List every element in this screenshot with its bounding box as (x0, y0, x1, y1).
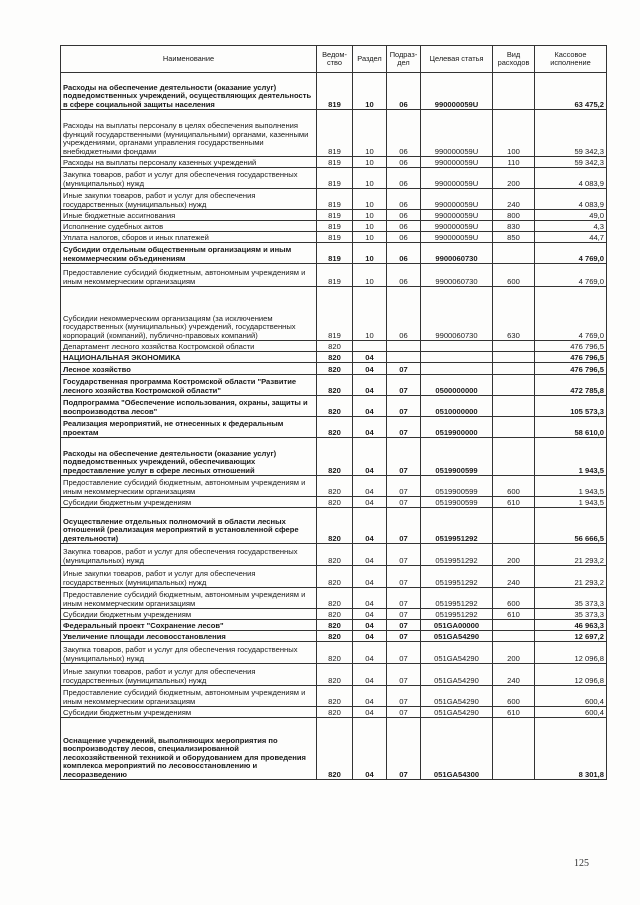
cell-target (421, 341, 493, 352)
cell-exp-type: 830 (493, 221, 535, 232)
cell-dept: 819 (317, 210, 353, 221)
cell-target: 051GA54290 (421, 642, 493, 664)
cell-target: 0519951292 (421, 588, 493, 609)
cell-section (353, 341, 387, 352)
cell-dept: 820 (317, 476, 353, 497)
table-row (61, 642, 607, 664)
cell-section: 04 (353, 588, 387, 609)
table-row (61, 476, 607, 497)
cell-name: НАЦИОНАЛЬНАЯ ЭКОНОМИКА (61, 352, 317, 363)
cell-name: Иные закупки товаров, работ и услуг для обеспечения государственных (муниципальных) нужд (61, 189, 317, 210)
cell-subsection (387, 352, 421, 363)
cell-name: Иные бюджетные ассигнования (61, 210, 317, 221)
cell-subsection: 07 (387, 497, 421, 508)
cell-amount: 476 796,5 (535, 363, 607, 375)
table-row (61, 718, 607, 780)
table-row (61, 375, 607, 396)
cell-section: 10 (353, 189, 387, 210)
cell-exp-type (493, 417, 535, 438)
cell-section: 04 (353, 396, 387, 417)
cell-section: 10 (353, 232, 387, 243)
cell-subsection: 07 (387, 375, 421, 396)
cell-name: Увеличение площади лесовосстановления (61, 631, 317, 642)
cell-amount: 56 666,5 (535, 508, 607, 544)
cell-dept: 820 (317, 718, 353, 780)
cell-subsection: 06 (387, 168, 421, 189)
cell-name: Лесное хозяйство (61, 363, 317, 375)
cell-subsection: 06 (387, 287, 421, 341)
cell-name: Субсидии бюджетным учреждениям (61, 609, 317, 620)
cell-section: 10 (353, 243, 387, 264)
cell-name: Субсидии некоммерческим организациям (за исключением государственных (муниципальных) учреждений, государственных корпораций (компаний), публично-правовых компаний) (61, 287, 317, 341)
cell-target: 990000059U (421, 221, 493, 232)
cell-section: 04 (353, 566, 387, 588)
cell-amount: 4 083,9 (535, 168, 607, 189)
table-row (61, 438, 607, 476)
cell-dept: 819 (317, 232, 353, 243)
cell-name: Предоставление субсидий бюджетным, автономным учреждениям и иным некоммерческим организациям (61, 686, 317, 707)
cell-section: 10 (353, 264, 387, 287)
cell-exp-type (493, 352, 535, 363)
cell-subsection: 07 (387, 566, 421, 588)
cell-section: 04 (353, 375, 387, 396)
cell-amount: 46 963,3 (535, 620, 607, 631)
page-number: 125 (574, 858, 589, 869)
cell-target: 051GA54290 (421, 664, 493, 686)
cell-target: 990000059U (421, 168, 493, 189)
cell-name: Федеральный проект "Сохранение лесов" (61, 620, 317, 631)
cell-dept: 820 (317, 620, 353, 631)
cell-exp-type: 240 (493, 566, 535, 588)
table-row (61, 210, 607, 221)
cell-dept: 820 (317, 375, 353, 396)
cell-target: 0510000000 (421, 396, 493, 417)
cell-dept: 820 (317, 396, 353, 417)
cell-section: 04 (353, 707, 387, 718)
cell-exp-type (493, 341, 535, 352)
cell-subsection: 06 (387, 264, 421, 287)
cell-subsection: 07 (387, 544, 421, 566)
cell-amount: 1 943,5 (535, 438, 607, 476)
cell-subsection: 06 (387, 157, 421, 168)
table-row (61, 631, 607, 642)
cell-name: Департамент лесного хозяйства Костромской области (61, 341, 317, 352)
cell-exp-type (493, 396, 535, 417)
cell-exp-type: 800 (493, 210, 535, 221)
cell-section: 10 (353, 110, 387, 157)
cell-subsection: 07 (387, 718, 421, 780)
table-row (61, 497, 607, 508)
table-row (61, 243, 607, 264)
cell-dept: 819 (317, 189, 353, 210)
cell-name: Иные закупки товаров, работ и услуг для обеспечения государственных (муниципальных) нужд (61, 566, 317, 588)
cell-amount: 476 796,5 (535, 352, 607, 363)
cell-dept: 820 (317, 707, 353, 718)
cell-target: 0519900599 (421, 438, 493, 476)
cell-dept: 819 (317, 264, 353, 287)
cell-name: Расходы на обеспечение деятельности (оказание услуг) подведомственных учреждений, обеспечивающих предоставление услуг в сфере лесных отношений (61, 438, 317, 476)
cell-target: 990000059U (421, 157, 493, 168)
cell-target: 0519951292 (421, 566, 493, 588)
cell-dept: 820 (317, 566, 353, 588)
cell-amount: 35 373,3 (535, 609, 607, 620)
cell-section: 04 (353, 620, 387, 631)
cell-amount: 4 769,0 (535, 287, 607, 341)
cell-target: 0500000000 (421, 375, 493, 396)
cell-amount: 476 796,5 (535, 341, 607, 352)
cell-section: 10 (353, 221, 387, 232)
cell-amount: 21 293,2 (535, 566, 607, 588)
cell-dept: 820 (317, 363, 353, 375)
cell-name: Осуществление отдельных полномочий в области лесных отношений (реализация мероприятий в установленной сфере деятельности) (61, 508, 317, 544)
table-row (61, 707, 607, 718)
cell-exp-type: 200 (493, 544, 535, 566)
cell-amount: 58 610,0 (535, 417, 607, 438)
table-row (61, 609, 607, 620)
cell-amount: 600,4 (535, 686, 607, 707)
cell-section: 04 (353, 497, 387, 508)
cell-dept: 819 (317, 287, 353, 341)
cell-subsection: 07 (387, 588, 421, 609)
cell-dept: 820 (317, 642, 353, 664)
cell-exp-type: 100 (493, 110, 535, 157)
cell-subsection: 06 (387, 210, 421, 221)
cell-name: Закупка товаров, работ и услуг для обеспечения государственных (муниципальных) нужд (61, 642, 317, 664)
cell-section: 04 (353, 664, 387, 686)
cell-target: 0519951292 (421, 544, 493, 566)
cell-target: 990000059U (421, 189, 493, 210)
cell-amount: 4 083,9 (535, 189, 607, 210)
cell-amount: 44,7 (535, 232, 607, 243)
cell-dept: 819 (317, 73, 353, 110)
cell-amount: 600,4 (535, 707, 607, 718)
cell-target: 0519951292 (421, 609, 493, 620)
budget-table (60, 45, 607, 780)
cell-target: 0519951292 (421, 508, 493, 544)
cell-section: 10 (353, 168, 387, 189)
cell-section: 04 (353, 686, 387, 707)
cell-dept: 820 (317, 417, 353, 438)
cell-section: 04 (353, 476, 387, 497)
cell-target (421, 363, 493, 375)
cell-section: 04 (353, 508, 387, 544)
cell-subsection: 06 (387, 110, 421, 157)
table-row (61, 686, 607, 707)
table-row (61, 341, 607, 352)
cell-exp-type (493, 375, 535, 396)
cell-section: 04 (353, 438, 387, 476)
cell-amount: 1 943,5 (535, 497, 607, 508)
cell-amount: 35 373,3 (535, 588, 607, 609)
cell-exp-type (493, 631, 535, 642)
cell-amount: 4 769,0 (535, 264, 607, 287)
cell-target: 051GA54300 (421, 718, 493, 780)
cell-subsection: 07 (387, 620, 421, 631)
cell-name: Иные закупки товаров, работ и услуг для обеспечения государственных (муниципальных) нужд (61, 664, 317, 686)
cell-exp-type: 600 (493, 476, 535, 497)
header-amount: Кассовое исполнение (535, 46, 607, 73)
cell-subsection: 07 (387, 642, 421, 664)
cell-target (421, 352, 493, 363)
table-row (61, 508, 607, 544)
cell-dept: 819 (317, 110, 353, 157)
cell-target: 051GA54290 (421, 707, 493, 718)
cell-name: Предоставление субсидий бюджетным, автономным учреждениям и иным некоммерческим организациям (61, 588, 317, 609)
cell-dept: 820 (317, 497, 353, 508)
table-row (61, 620, 607, 631)
cell-exp-type (493, 243, 535, 264)
cell-section: 04 (353, 718, 387, 780)
cell-target: 990000059U (421, 110, 493, 157)
table-row (61, 363, 607, 375)
cell-exp-type (493, 508, 535, 544)
cell-name: Предоставление субсидий бюджетным, автономным учреждениям и иным некоммерческим организациям (61, 264, 317, 287)
table-row (61, 157, 607, 168)
cell-exp-type: 610 (493, 497, 535, 508)
cell-dept: 820 (317, 631, 353, 642)
cell-exp-type: 850 (493, 232, 535, 243)
cell-amount: 59 342,3 (535, 110, 607, 157)
table-row (61, 264, 607, 287)
cell-dept: 820 (317, 508, 353, 544)
cell-dept: 820 (317, 341, 353, 352)
header-name: Наименование (61, 46, 317, 73)
table-body (61, 73, 607, 780)
cell-section: 04 (353, 417, 387, 438)
cell-dept: 820 (317, 686, 353, 707)
cell-exp-type (493, 363, 535, 375)
cell-target: 990000059U (421, 210, 493, 221)
cell-subsection: 07 (387, 686, 421, 707)
table-row (61, 110, 607, 157)
cell-name: Расходы на выплаты персоналу казенных учреждений (61, 157, 317, 168)
table-row (61, 232, 607, 243)
cell-amount: 4,3 (535, 221, 607, 232)
cell-name: Государственная программа Костромской области "Развитие лесного хозяйства Костромской области" (61, 375, 317, 396)
cell-exp-type: 110 (493, 157, 535, 168)
table-row (61, 168, 607, 189)
cell-subsection: 07 (387, 631, 421, 642)
cell-section: 04 (353, 631, 387, 642)
cell-subsection: 06 (387, 243, 421, 264)
table-row (61, 566, 607, 588)
cell-amount: 8 301,8 (535, 718, 607, 780)
cell-amount: 12 697,2 (535, 631, 607, 642)
cell-exp-type: 600 (493, 264, 535, 287)
cell-name: Субсидии отдельным общественным организациям и иным некоммерческим объединениям (61, 243, 317, 264)
cell-dept: 820 (317, 664, 353, 686)
cell-section: 10 (353, 287, 387, 341)
header-subsection: Подраз-дел (387, 46, 421, 73)
cell-amount: 1 943,5 (535, 476, 607, 497)
cell-exp-type (493, 73, 535, 110)
cell-dept: 820 (317, 438, 353, 476)
cell-name: Уплата налогов, сборов и иных платежей (61, 232, 317, 243)
cell-section: 10 (353, 157, 387, 168)
cell-target: 9900060730 (421, 243, 493, 264)
cell-target: 051GA00000 (421, 620, 493, 631)
cell-exp-type: 200 (493, 642, 535, 664)
cell-target: 051GA54290 (421, 686, 493, 707)
cell-name: Субсидии бюджетным учреждениям (61, 497, 317, 508)
header-dept: Ведом-ство (317, 46, 353, 73)
table-row (61, 417, 607, 438)
cell-exp-type: 610 (493, 609, 535, 620)
cell-section: 04 (353, 352, 387, 363)
cell-dept: 819 (317, 243, 353, 264)
cell-amount: 59 342,3 (535, 157, 607, 168)
cell-dept: 820 (317, 352, 353, 363)
cell-exp-type: 600 (493, 686, 535, 707)
cell-section: 10 (353, 210, 387, 221)
cell-dept: 819 (317, 221, 353, 232)
cell-name: Оснащение учреждений, выполняющих мероприятия по воспроизводству лесов, специализированной лесохозяйственной техникой и оборудованием для проведения комплекса мероприятий по лесовосстановлению и лесоразведению (61, 718, 317, 780)
table-row (61, 352, 607, 363)
cell-subsection: 07 (387, 664, 421, 686)
cell-amount: 21 293,2 (535, 544, 607, 566)
cell-name: Закупка товаров, работ и услуг для обеспечения государственных (муниципальных) нужд (61, 544, 317, 566)
table-row (61, 544, 607, 566)
cell-exp-type: 610 (493, 707, 535, 718)
cell-subsection: 07 (387, 707, 421, 718)
cell-section: 04 (353, 544, 387, 566)
cell-amount: 49,0 (535, 210, 607, 221)
cell-subsection: 07 (387, 438, 421, 476)
cell-section: 04 (353, 642, 387, 664)
cell-name: Подпрограмма "Обеспечение использования, охраны, защиты и воспроизводства лесов" (61, 396, 317, 417)
cell-section: 04 (353, 363, 387, 375)
cell-exp-type: 630 (493, 287, 535, 341)
cell-name: Субсидии бюджетным учреждениям (61, 707, 317, 718)
header-target: Целевая статья (421, 46, 493, 73)
cell-name: Закупка товаров, работ и услуг для обеспечения государственных (муниципальных) нужд (61, 168, 317, 189)
cell-exp-type (493, 718, 535, 780)
header-exp-type: Вид расходов (493, 46, 535, 73)
table-row (61, 221, 607, 232)
cell-amount: 12 096,8 (535, 642, 607, 664)
cell-name: Реализация мероприятий, не отнесенных к федеральным проектам (61, 417, 317, 438)
cell-amount: 4 769,0 (535, 243, 607, 264)
table-row (61, 287, 607, 341)
cell-amount: 472 785,8 (535, 375, 607, 396)
cell-subsection: 07 (387, 417, 421, 438)
cell-subsection: 07 (387, 476, 421, 497)
cell-name: Расходы на обеспечение деятельности (оказание услуг) подведомственных учреждений, осуществляющих деятельность в сфере социальной защиты населения (61, 73, 317, 110)
cell-subsection (387, 341, 421, 352)
cell-target: 990000059U (421, 232, 493, 243)
cell-dept: 820 (317, 588, 353, 609)
cell-target: 9900060730 (421, 287, 493, 341)
cell-target: 0519900000 (421, 417, 493, 438)
cell-section: 04 (353, 609, 387, 620)
cell-amount: 105 573,3 (535, 396, 607, 417)
cell-target: 0519900599 (421, 497, 493, 508)
cell-amount: 63 475,2 (535, 73, 607, 110)
cell-subsection: 06 (387, 73, 421, 110)
cell-subsection: 07 (387, 363, 421, 375)
table-row (61, 73, 607, 110)
table-header-row (61, 46, 607, 73)
cell-name: Предоставление субсидий бюджетным, автономным учреждениям и иным некоммерческим организациям (61, 476, 317, 497)
cell-exp-type: 600 (493, 588, 535, 609)
cell-amount: 12 096,8 (535, 664, 607, 686)
cell-target: 0519900599 (421, 476, 493, 497)
table-row (61, 664, 607, 686)
table-row (61, 396, 607, 417)
cell-target: 990000059U (421, 73, 493, 110)
cell-target: 9900060730 (421, 264, 493, 287)
cell-exp-type: 240 (493, 664, 535, 686)
cell-section: 10 (353, 73, 387, 110)
cell-subsection: 06 (387, 189, 421, 210)
cell-target: 051GA54290 (421, 631, 493, 642)
cell-name: Исполнение судебных актов (61, 221, 317, 232)
header-section: Раздел (353, 46, 387, 73)
cell-subsection: 06 (387, 221, 421, 232)
cell-dept: 820 (317, 609, 353, 620)
cell-subsection: 07 (387, 396, 421, 417)
cell-exp-type: 200 (493, 168, 535, 189)
cell-name: Расходы на выплаты персоналу в целях обеспечения выполнения функций государственными (муниципальными) органами, казенными учреждениями, органами управления государственными внебюджетными фондами (61, 110, 317, 157)
cell-exp-type (493, 438, 535, 476)
cell-subsection: 07 (387, 609, 421, 620)
table-row (61, 588, 607, 609)
cell-exp-type (493, 620, 535, 631)
cell-exp-type: 240 (493, 189, 535, 210)
cell-dept: 819 (317, 157, 353, 168)
cell-subsection: 06 (387, 232, 421, 243)
table-row (61, 189, 607, 210)
cell-subsection: 07 (387, 508, 421, 544)
cell-dept: 820 (317, 544, 353, 566)
cell-dept: 819 (317, 168, 353, 189)
